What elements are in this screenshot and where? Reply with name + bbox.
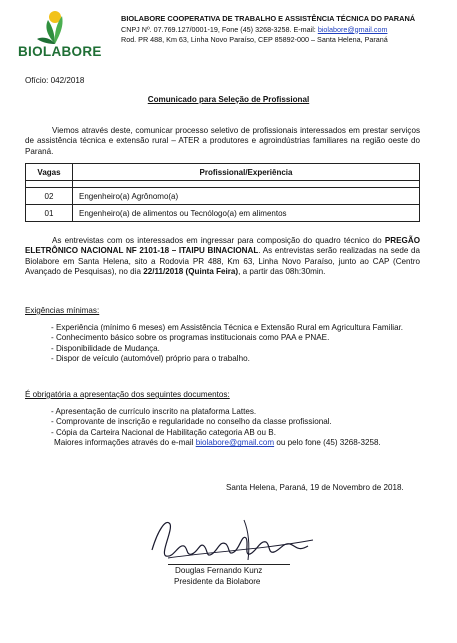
interview-paragraph bbox=[25, 236, 420, 278]
list-item: - Comprovante de inscrição e regularidade no conselho da classe profissional. bbox=[51, 417, 332, 427]
list-item: - Dispor de veículo (automóvel) próprio para o trabalho. bbox=[51, 354, 250, 364]
table-row bbox=[26, 188, 420, 205]
profissional-cell: Engenheiro(a) de alimentos ou Tecnólogo(a) em alimentos bbox=[73, 205, 420, 222]
handwritten-signature bbox=[148, 510, 318, 565]
column-header-vagas: Vagas bbox=[26, 164, 73, 181]
place-date: Santa Helena, Paraná, 19 de Novembro de 2018. bbox=[226, 483, 404, 492]
table-spacer-row bbox=[26, 181, 420, 188]
biolabore-logo bbox=[18, 6, 102, 66]
interview-text-c: , a partir das 08h:30min. bbox=[238, 267, 326, 277]
contact-text-a: Maiores informações através do e-mail bbox=[54, 438, 196, 448]
document-title: Comunicado para Seleção de Profissional bbox=[147, 95, 310, 104]
table-header-row bbox=[26, 164, 420, 181]
contact-text-b: ou pelo fone (45) 3268-3258. bbox=[274, 438, 381, 448]
leaf-logo-icon bbox=[18, 6, 92, 46]
table-row bbox=[26, 205, 420, 222]
documents-list bbox=[51, 407, 421, 449]
list-item: - Apresentação de currículo inscrito na plataforma Lattes. bbox=[51, 407, 257, 416]
logo-wordmark: BIOLABORE bbox=[18, 44, 102, 59]
vagas-cell: 01 bbox=[26, 205, 73, 222]
signature-line bbox=[168, 564, 290, 565]
requirements-title: Exigências mínimas: bbox=[25, 306, 100, 315]
interview-text-b: . As entrevistas serão realizadas na sede da Biolabore em Santa Helena, sito a Rodovia PR 488, Km 63, Linha Novo Paraíso, junto ao CAP (Centro Avançado de Pesquisas), no dia bbox=[25, 246, 420, 277]
organization-header bbox=[121, 14, 451, 46]
org-name: BIOLABORE COOPERATIVA DE TRABALHO E ASSISTÊNCIA TÉCNICA DO PARANÁ bbox=[121, 14, 416, 23]
signer-role: Presidente da Biolabore bbox=[174, 577, 261, 586]
vacancies-table bbox=[25, 163, 420, 222]
signer-name: Douglas Fernando Kunz bbox=[175, 566, 263, 575]
org-address: Rod. PR 488, Km 63, Linha Novo Paraíso, CEP 85892-000 – Santa Helena, Paraná bbox=[121, 35, 388, 44]
list-item: - Cópia da Carteira Nacional de Habilitação categoria AB ou B. bbox=[51, 427, 276, 437]
column-header-profissional: Profissional/Experiência bbox=[73, 164, 420, 181]
vagas-cell: 02 bbox=[26, 188, 73, 205]
list-item: - Disponibilidade de Mudança. bbox=[51, 343, 160, 353]
pregao-title: PREGÃO ELETRÔNICO NACIONAL NF 2101-18 – ITAIPU BINACIONAL bbox=[25, 236, 420, 256]
org-email-link[interactable]: biolabore@gmail.com bbox=[317, 24, 388, 34]
list-item: - Experiência (mínimo 6 meses) em Assistência Técnica e Extensão Rural em Agricultura Familiar. bbox=[51, 323, 404, 332]
profissional-cell: Engenheiro(a) Agrônomo(a) bbox=[73, 188, 420, 205]
documents-title: É obrigatória a apresentação dos seguintes documentos: bbox=[25, 390, 230, 399]
intro-paragraph: Viemos através deste, comunicar processo seletivo de profissionais interessados em prestar serviços de assistência técnica e extensão rural – ATER a produtores e agroindústrias familiares na região oeste do Paraná. bbox=[25, 126, 420, 156]
contact-line bbox=[51, 438, 421, 448]
org-cnpj-phone: CNPJ Nº. 07.769.127/0001-19, Fone (45) 3268-3258. E-mail: bbox=[121, 24, 318, 34]
contact-email-link[interactable]: biolabore@gmail.com bbox=[195, 438, 275, 448]
oficio-number: Ofício: 042/2018 bbox=[25, 76, 85, 85]
interview-text-a: As entrevistas com os interessados em ingressar para composição do quadro técnico do bbox=[52, 236, 382, 245]
requirements-list bbox=[51, 323, 411, 365]
list-item: - Conhecimento básico sobre os programas institucionais como PAA e PNAE. bbox=[51, 333, 330, 343]
org-contact-line bbox=[121, 25, 451, 36]
interview-date: 22/11/2018 (Quinta Feira) bbox=[143, 267, 239, 277]
